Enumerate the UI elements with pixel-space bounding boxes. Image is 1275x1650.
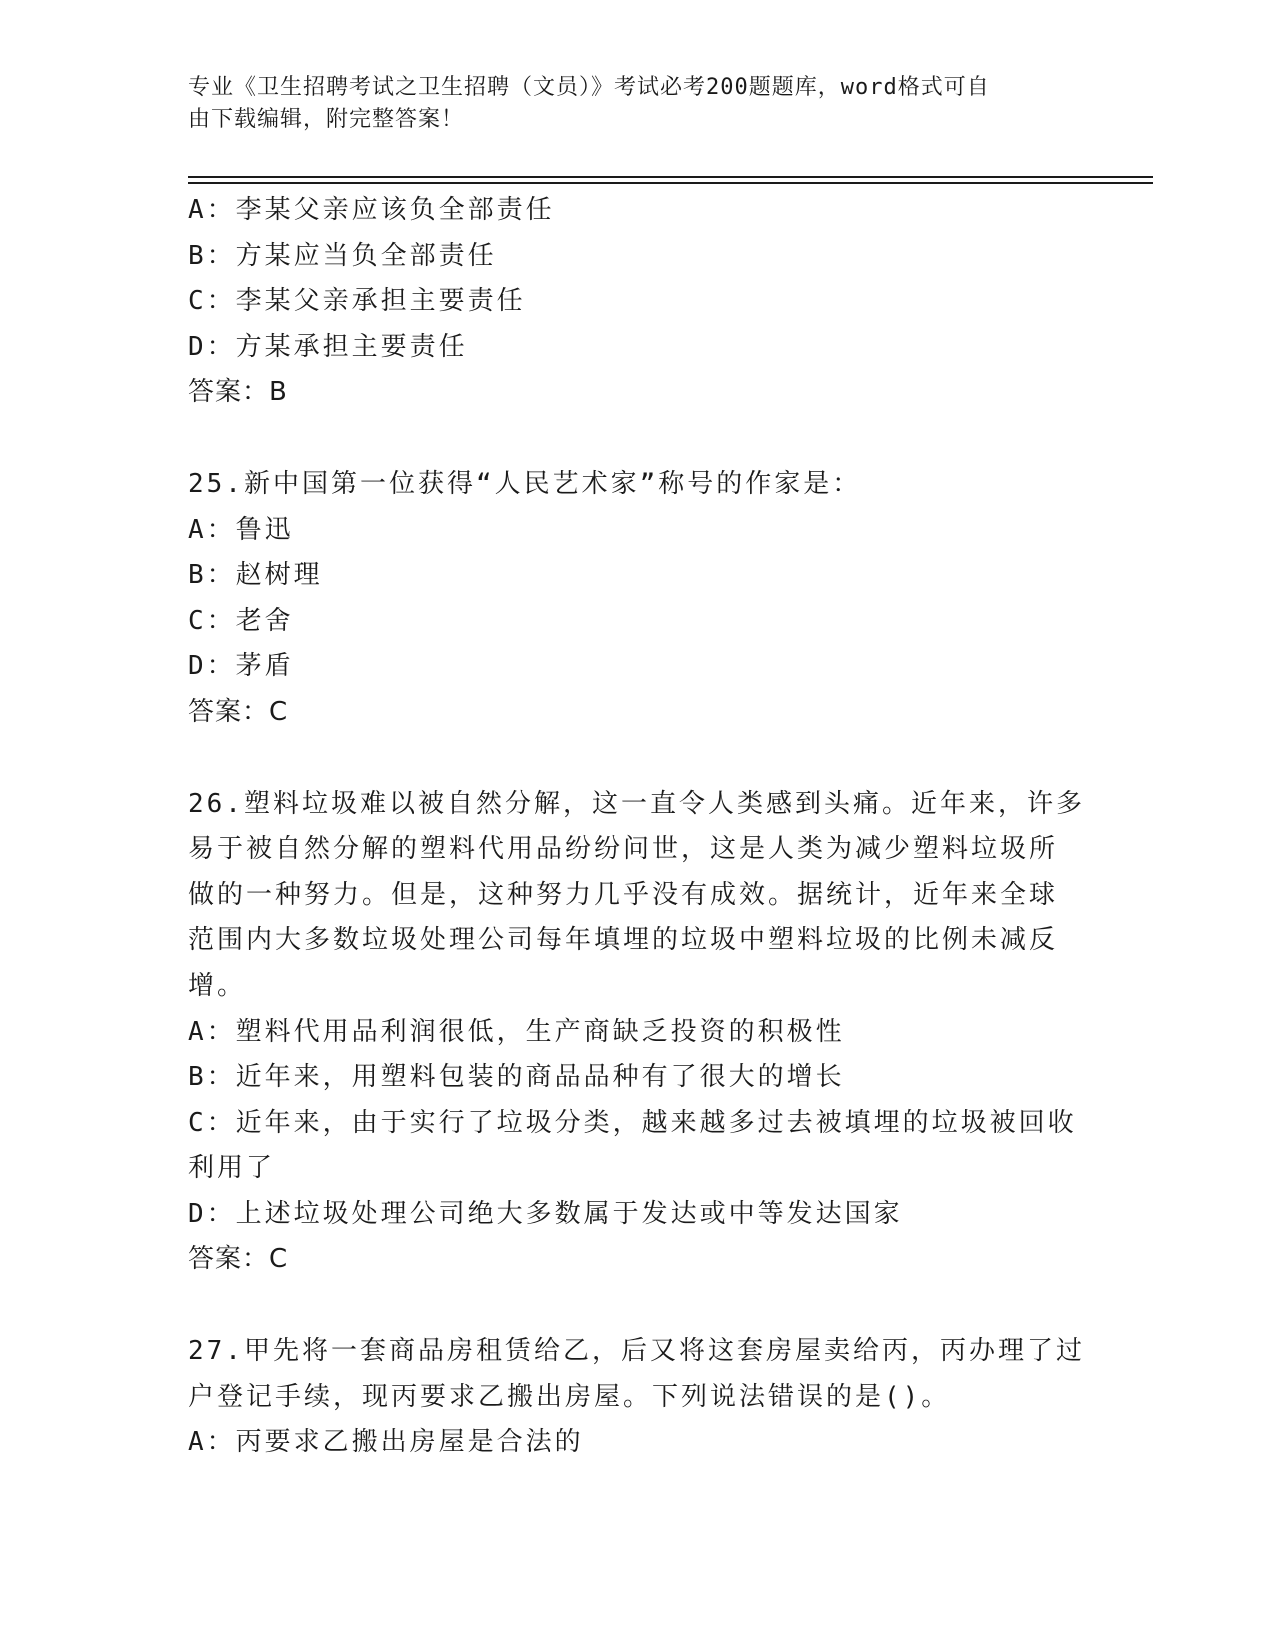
option-d: D：方某承担主要责任 (188, 331, 468, 362)
answer-line: 答案：C (188, 696, 289, 727)
option-b: B：赵树理 (188, 560, 323, 591)
option-d: D：上述垃圾处理公司绝大多数属于发达或中等发达国家 (188, 1198, 903, 1229)
question-26 (188, 782, 1088, 1284)
question-25 (188, 462, 1088, 736)
option-c: C：李某父亲承担主要责任 (188, 286, 526, 317)
question-stem-line: 27.甲先将一套商品房租赁给乙，后又将这套房屋卖给丙，丙办理了过 (188, 1336, 1085, 1367)
question-stem: 25.新中国第一位获得“人民艺术家”称号的作家是： (188, 468, 862, 499)
question-27 (188, 1329, 1088, 1466)
question-stem-line: 做的一种努力。但是，这种努力几乎没有成效。据统计，近年来全球 (188, 879, 1059, 910)
question-spacer (188, 416, 1088, 462)
answer-line: 答案：B (188, 377, 288, 408)
question-stem-line: 增。 (188, 970, 247, 1001)
option-c: C：老舍 (188, 605, 294, 636)
question-stem-line: 易于被自然分解的塑料代用品纷纷问世，这是人类为减少塑料垃圾所 (188, 834, 1059, 865)
header-line-1: 专业《卫生招聘考试之卫生招聘（文员）》考试必考200题题库，word格式可自 (188, 75, 990, 100)
option-b: B：近年来，用塑料包装的商品品种有了很大的增长 (188, 1062, 845, 1093)
option-a: A：李某父亲应该负全部责任 (188, 195, 555, 225)
header-divider-bottom (188, 182, 1153, 184)
question-24 (188, 188, 1088, 416)
document-header (188, 72, 1068, 136)
option-a: A：鲁迅 (188, 514, 294, 545)
option-c-continued: 利用了 (188, 1153, 276, 1184)
question-spacer (188, 1283, 1088, 1329)
answer-line: 答案：C (188, 1244, 289, 1275)
header-divider-top (188, 176, 1153, 178)
question-stem-line: 户登记手续，现丙要求乙搬出房屋。下列说法错误的是()。 (188, 1381, 951, 1412)
option-b: B：方某应当负全部责任 (188, 240, 497, 271)
option-a: A：丙要求乙搬出房屋是合法的 (188, 1427, 584, 1458)
option-a: A：塑料代用品利润很低，生产商缺乏投资的积极性 (188, 1016, 845, 1047)
option-d: D：茅盾 (188, 651, 294, 682)
question-spacer (188, 736, 1088, 782)
question-stem-line: 26.塑料垃圾难以被自然分解，这一直令人类感到头痛。近年来，许多 (188, 788, 1085, 819)
question-list (188, 188, 1088, 1466)
question-stem-line: 范围内大多数垃圾处理公司每年填埋的垃圾中塑料垃圾的比例未减反 (188, 925, 1059, 956)
header-line-2: 由下载编辑，附完整答案！ (188, 107, 465, 132)
option-c: C：近年来，由于实行了垃圾分类，越来越多过去被填埋的垃圾被回收 (188, 1107, 1077, 1138)
